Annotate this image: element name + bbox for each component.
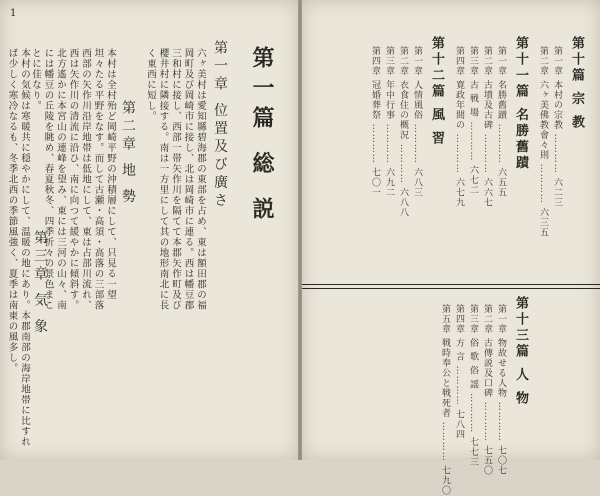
toc-entry: 第三章 俗 歌 俗 謡 ………… 七七三 [468,304,478,468]
toc-entry: 第四章 方 言 ………… 七八四 [454,304,464,440]
toc-entry: 第四章 冠婚葬祭 ………… 七〇一 [370,46,380,198]
toc-entry: 第二章 六ヶ美佛教會々則 ………… 六三五 [538,46,548,238]
toc-part-10-head: 第十篇 宗 教 [569,36,584,132]
toc-part-12-head: 第十二篇 風 習 [429,36,444,148]
toc-entry: 第一章 人情風俗 ………… 六八三 [412,46,422,198]
section-divider-rule [302,284,600,289]
chapter-2-paragraph: 本村は全村殆ど岡崎平野の沖積層にして、只見る一望坦々たる平野をなす。而して古瀬・高須・高落の三部落西部の矢作川沿岸地帯は低地にして、東は占部川流れ、西は矢作川の清流に沿ひ、南に向つて緩やかに傾斜す。北方遙かに本宮山の連峰を望み、東には三河の山々、南には幡豆の丘陵を眺め、春夏秋冬、四季折々の景色まことに佳なり。 [30,48,116,311]
chapter-3-paragraph: 本村の気候は寒暖共に穏やかにして、温暖の地にあり。本郡南部の海岸地帯に比すれば少しく寒冷なるも、冬季北西の季節風強く、夏季は南東の風多し。 [6,48,30,447]
toc-entry: 第三章 古 戦 場 ………… 六七二 [468,46,478,196]
left-page [0,0,298,460]
chapter-3-title: 第三章 気 象 [32,230,48,337]
toc-part-11-head: 第十一篇 名勝舊蹟 [513,36,528,172]
toc-entry: 第二章 衣食住の概況 ………… 六八八 [398,46,408,218]
chapter-1-title: 第一章 位置及び廣さ [212,40,228,211]
toc-entry: 第五章 戦時奉公と戦死者 ………… 七九〇 [440,304,450,496]
part-title: 第一篇 総 説 [249,46,275,228]
toc-entry: 第四章 寛政年間の ………… 六七九 [454,46,464,208]
toc-entry: 第一章 名勝舊蹟 ………… 六五五 [496,46,506,198]
toc-part-13-head: 第十三篇 人 物 [513,296,528,408]
toc-entry: 第三章 年中行事 ………… 六九二 [384,46,394,198]
toc-entry: 第二章 古傳説及口碑 ………… 七五〇 [482,304,492,476]
chapter-2-title: 第二章 地 勢 [120,100,136,207]
page-number: 1 [10,8,17,19]
right-page [302,0,600,496]
toc-entry: 第一章 本村の宗教 ………… 六二三 [552,46,562,208]
chapter-1-paragraph: 六ヶ美村は愛知縣碧海郡の東部を占め、東は額田郡の福岡町及び岡崎市に接し、北は岡崎市に連る。西は幡豆郡三和村に接し、西部一帯矢作川を隔てて本郡矢作町及び櫻井村に隣接する。南は一方里にして其の地形南北に長く東西に短し。 [145,48,206,311]
toc-entry: 第一章 物故せる人物 ………… 七〇七 [496,304,506,476]
toc-entry: 第二章 古墳及古碑 ………… 六六七 [482,46,492,208]
